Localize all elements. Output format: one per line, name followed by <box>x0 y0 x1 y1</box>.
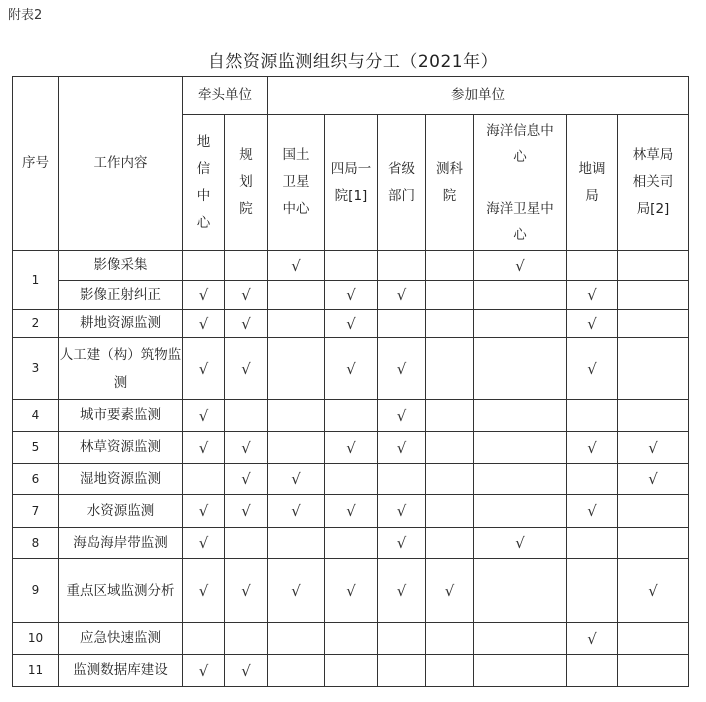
empty-cell <box>268 310 325 338</box>
check-mark-icon: √ <box>241 470 251 488</box>
table-row <box>13 400 689 432</box>
check-mark-icon: √ <box>587 502 597 520</box>
row-work-content: 湿地资源监测 <box>59 464 183 495</box>
check-mark-icon: √ <box>587 286 597 304</box>
row-work-content: 水资源监测 <box>59 495 183 528</box>
empty-cell <box>618 251 689 281</box>
check-mark-cell <box>183 432 225 464</box>
empty-cell <box>618 495 689 528</box>
check-mark-cell <box>567 623 618 655</box>
check-mark-icon: √ <box>291 470 301 488</box>
check-mark-cell <box>567 281 618 310</box>
empty-cell <box>268 623 325 655</box>
check-mark-cell <box>183 400 225 432</box>
empty-cell <box>474 495 567 528</box>
header-unit-lincao <box>618 115 689 251</box>
check-mark-cell <box>378 528 426 559</box>
empty-cell <box>378 310 426 338</box>
empty-cell <box>426 400 474 432</box>
check-mark-cell <box>225 432 268 464</box>
empty-cell <box>474 310 567 338</box>
check-mark-icon: √ <box>587 314 597 333</box>
check-mark-icon: √ <box>587 359 597 378</box>
header-lead-group: 牵头单位 <box>183 77 268 115</box>
check-mark-icon: √ <box>241 581 251 600</box>
empty-cell <box>268 432 325 464</box>
table-row <box>13 338 689 400</box>
check-mark-cell <box>618 432 689 464</box>
check-mark-icon: √ <box>396 286 407 304</box>
empty-cell <box>618 400 689 432</box>
header-unit-shengji <box>378 115 426 251</box>
empty-cell <box>225 251 268 281</box>
header-unit-didiao <box>567 115 618 251</box>
empty-cell <box>378 655 426 687</box>
check-mark-cell <box>567 495 618 528</box>
empty-cell <box>567 655 618 687</box>
check-mark-cell <box>325 281 378 310</box>
row-seq: 6 <box>13 464 59 495</box>
check-mark-icon: √ <box>241 661 251 680</box>
check-mark-cell <box>225 464 268 495</box>
empty-cell <box>268 400 325 432</box>
check-mark-cell <box>325 495 378 528</box>
empty-cell <box>426 310 474 338</box>
check-mark-icon: √ <box>346 581 356 600</box>
check-mark-icon: √ <box>198 534 209 552</box>
empty-cell <box>325 251 378 281</box>
check-mark-icon: √ <box>291 256 301 275</box>
unit-label: 地调局 <box>578 160 606 204</box>
header-seq: 序号 <box>13 77 59 251</box>
unit-label: 测科院 <box>436 160 463 204</box>
check-mark-icon: √ <box>444 581 455 600</box>
check-mark-cell <box>567 338 618 400</box>
check-mark-icon: √ <box>241 286 251 304</box>
empty-cell <box>618 528 689 559</box>
check-mark-icon: √ <box>198 406 209 425</box>
check-mark-icon: √ <box>198 438 209 457</box>
check-mark-cell <box>183 495 225 528</box>
row-work-content: 人工建（构）筑物监测 <box>59 338 183 400</box>
row-work-content: 重点区域监测分析 <box>59 559 183 623</box>
empty-cell <box>325 623 378 655</box>
row-seq: 4 <box>13 400 59 432</box>
check-mark-cell <box>183 310 225 338</box>
appendix-label: 附表2 <box>8 8 43 23</box>
empty-cell <box>378 251 426 281</box>
empty-cell <box>426 655 474 687</box>
row-work-content: 应急快速监测 <box>59 623 183 655</box>
check-mark-icon: √ <box>587 629 597 648</box>
check-mark-cell <box>378 338 426 400</box>
row-work-content: 影像采集 <box>59 251 183 281</box>
empty-cell <box>618 655 689 687</box>
check-mark-cell <box>378 400 426 432</box>
table-row <box>13 655 689 687</box>
empty-cell <box>567 528 618 559</box>
check-mark-icon: √ <box>241 438 251 457</box>
empty-cell <box>474 655 567 687</box>
empty-cell <box>183 623 225 655</box>
check-mark-cell <box>567 432 618 464</box>
check-mark-cell <box>268 251 325 281</box>
check-mark-cell <box>325 338 378 400</box>
empty-cell <box>268 338 325 400</box>
header-part-group: 参加单位 <box>268 77 689 115</box>
table-row <box>13 495 689 528</box>
check-mark-icon: √ <box>515 256 525 275</box>
check-mark-icon: √ <box>346 438 356 457</box>
empty-cell <box>183 251 225 281</box>
row-seq: 1 <box>13 251 59 310</box>
check-mark-cell <box>378 495 426 528</box>
row-seq: 9 <box>13 559 59 623</box>
empty-cell <box>225 400 268 432</box>
empty-cell <box>618 281 689 310</box>
check-mark-cell <box>325 432 378 464</box>
empty-cell <box>618 338 689 400</box>
empty-cell <box>567 251 618 281</box>
check-mark-cell <box>268 464 325 495</box>
check-mark-icon: √ <box>515 534 525 552</box>
unit-label: 规划院 <box>239 147 253 217</box>
table-row <box>13 559 689 623</box>
header-unit-siju <box>325 115 378 251</box>
table-title: 自然资源监测组织与分工（2021年） <box>207 52 499 72</box>
check-mark-icon: √ <box>396 438 407 457</box>
check-mark-cell <box>225 559 268 623</box>
check-mark-icon: √ <box>291 502 301 520</box>
header-unit-guotu <box>268 115 325 251</box>
empty-cell <box>426 623 474 655</box>
empty-cell <box>426 495 474 528</box>
unit-label: 地信中心 <box>196 133 211 231</box>
check-mark-cell <box>378 281 426 310</box>
header-unit-ocean <box>474 115 567 251</box>
row-work-content: 海岛海岸带监测 <box>59 528 183 559</box>
check-mark-icon: √ <box>587 438 597 457</box>
table-row <box>13 310 689 338</box>
empty-cell <box>474 432 567 464</box>
table-body <box>13 251 689 687</box>
check-mark-cell <box>268 495 325 528</box>
empty-cell <box>426 338 474 400</box>
row-work-content: 耕地资源监测 <box>59 310 183 338</box>
check-mark-cell <box>225 655 268 687</box>
check-mark-cell <box>183 281 225 310</box>
unit-label: 四局一院[1] <box>330 160 372 204</box>
check-mark-cell <box>325 559 378 623</box>
check-mark-cell <box>474 528 567 559</box>
row-work-content: 林草资源监测 <box>59 432 183 464</box>
empty-cell <box>325 655 378 687</box>
check-mark-icon: √ <box>241 502 251 520</box>
empty-cell <box>474 338 567 400</box>
empty-cell <box>268 281 325 310</box>
table-row <box>13 623 689 655</box>
check-mark-icon: √ <box>241 314 251 333</box>
row-seq: 11 <box>13 655 59 687</box>
check-mark-icon: √ <box>198 502 209 520</box>
empty-cell <box>474 400 567 432</box>
check-mark-icon: √ <box>396 406 407 425</box>
empty-cell <box>426 464 474 495</box>
check-mark-icon: √ <box>396 502 407 520</box>
unit-label: 林草局相关司局[2] <box>632 147 674 217</box>
unit-label: 国土卫星中心 <box>282 147 310 217</box>
row-work-content: 监测数据库建设 <box>59 655 183 687</box>
check-mark-icon: √ <box>346 286 356 304</box>
check-mark-cell <box>618 464 689 495</box>
empty-cell <box>378 623 426 655</box>
check-mark-cell <box>474 251 567 281</box>
check-mark-icon: √ <box>346 314 356 333</box>
empty-cell <box>225 623 268 655</box>
check-mark-icon: √ <box>198 314 209 333</box>
empty-cell <box>567 400 618 432</box>
check-mark-icon: √ <box>198 581 209 600</box>
check-mark-cell <box>183 338 225 400</box>
header-unit-guihua <box>225 115 268 251</box>
empty-cell <box>426 432 474 464</box>
check-mark-cell <box>567 310 618 338</box>
empty-cell <box>378 464 426 495</box>
empty-cell <box>567 559 618 623</box>
header-unit-cekeyuan <box>426 115 474 251</box>
header-work: 工作内容 <box>59 77 183 251</box>
empty-cell <box>618 310 689 338</box>
row-seq: 7 <box>13 495 59 528</box>
check-mark-icon: √ <box>346 502 356 520</box>
unit-label: 省级部门 <box>388 160 415 204</box>
empty-cell <box>474 281 567 310</box>
unit-label-ocean-info: 海洋信息中心 <box>486 122 554 165</box>
check-mark-cell <box>378 432 426 464</box>
check-mark-icon: √ <box>648 470 658 488</box>
empty-cell <box>225 528 268 559</box>
division-table <box>12 76 689 687</box>
empty-cell <box>567 464 618 495</box>
check-mark-cell <box>225 281 268 310</box>
check-mark-icon: √ <box>648 438 658 457</box>
table-row <box>13 464 689 495</box>
row-work-content: 城市要素监测 <box>59 400 183 432</box>
check-mark-cell <box>378 559 426 623</box>
row-work-content: 影像正射纠正 <box>59 281 183 310</box>
check-mark-cell <box>426 559 474 623</box>
check-mark-cell <box>225 495 268 528</box>
table-row <box>13 251 689 281</box>
empty-cell <box>474 559 567 623</box>
check-mark-cell <box>325 310 378 338</box>
table-row <box>13 432 689 464</box>
row-seq: 10 <box>13 623 59 655</box>
empty-cell <box>426 281 474 310</box>
empty-cell <box>618 623 689 655</box>
check-mark-icon: √ <box>396 581 407 600</box>
unit-label-ocean-satellite: 海洋卫星中心 <box>486 200 554 243</box>
empty-cell <box>426 528 474 559</box>
row-seq: 5 <box>13 432 59 464</box>
empty-cell <box>325 528 378 559</box>
empty-cell <box>268 655 325 687</box>
empty-cell <box>183 464 225 495</box>
check-mark-icon: √ <box>648 581 658 600</box>
empty-cell <box>426 251 474 281</box>
check-mark-cell <box>183 528 225 559</box>
empty-cell <box>325 400 378 432</box>
empty-cell <box>325 464 378 495</box>
check-mark-icon: √ <box>396 534 407 552</box>
check-mark-cell <box>618 559 689 623</box>
check-mark-cell <box>183 655 225 687</box>
check-mark-icon: √ <box>291 581 301 600</box>
empty-cell <box>268 528 325 559</box>
check-mark-icon: √ <box>396 359 407 378</box>
row-seq: 8 <box>13 528 59 559</box>
check-mark-cell <box>225 338 268 400</box>
check-mark-icon: √ <box>198 661 209 680</box>
check-mark-cell <box>183 559 225 623</box>
table-row <box>13 281 689 310</box>
check-mark-icon: √ <box>198 359 209 378</box>
row-seq: 2 <box>13 310 59 338</box>
header-unit-dixin <box>183 115 225 251</box>
check-mark-icon: √ <box>241 359 251 378</box>
row-seq: 3 <box>13 338 59 400</box>
empty-cell <box>474 623 567 655</box>
check-mark-cell <box>225 310 268 338</box>
check-mark-icon: √ <box>346 359 356 378</box>
table-row <box>13 528 689 559</box>
empty-cell <box>474 464 567 495</box>
check-mark-icon: √ <box>198 286 209 304</box>
check-mark-cell <box>268 559 325 623</box>
